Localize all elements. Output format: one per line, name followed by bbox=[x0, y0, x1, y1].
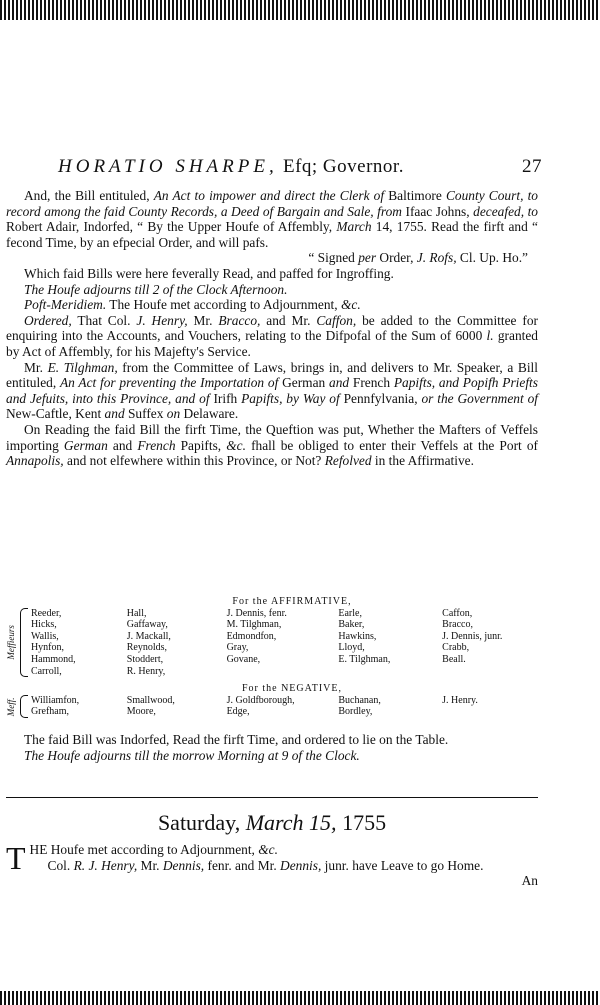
page-number: 27 bbox=[522, 156, 542, 177]
affirmative-column bbox=[127, 608, 227, 678]
division-list bbox=[6, 596, 538, 718]
affirmative-brace bbox=[20, 608, 28, 678]
member-name: J. Dennis, fenr. bbox=[226, 607, 287, 619]
paragraph bbox=[6, 313, 538, 360]
negative-column bbox=[338, 695, 442, 718]
date-year: 1755 bbox=[342, 810, 387, 835]
member-name: Wallis, bbox=[30, 630, 59, 642]
italic-text: per bbox=[358, 250, 377, 266]
roman-text: And, the Bill entituled, bbox=[24, 188, 154, 203]
running-head-title: Efq; Governor. bbox=[282, 156, 404, 177]
italic-text: l. bbox=[486, 328, 494, 344]
italic-text: An Act to impower and direct the Clerk of bbox=[153, 188, 385, 203]
paragraph bbox=[6, 188, 538, 250]
roman-text: Cl. Up. Ho.” bbox=[456, 250, 528, 266]
italic-text: J. Rofs, bbox=[416, 250, 457, 266]
roman-text: fhall be obliged to enter their Veffels at the Port of bbox=[245, 437, 538, 453]
catchword: An bbox=[521, 873, 538, 889]
roman-text: and bbox=[107, 437, 138, 453]
roman-text: Baltimore bbox=[384, 188, 446, 203]
roman-text: On Reading the faid Bill the firft Time, the Queftion was put, Whether the Mafters of Veffels importing bbox=[6, 421, 538, 453]
member-name: Earle, bbox=[338, 607, 362, 619]
scan-top-edge bbox=[0, 0, 600, 26]
roman-text: Pennfylvania, bbox=[339, 390, 422, 406]
negative-column bbox=[127, 695, 227, 718]
italic-text: &c. bbox=[258, 842, 278, 857]
roman-text: Papifts, bbox=[175, 437, 227, 453]
affirmative-column bbox=[442, 608, 538, 678]
italic-text: on bbox=[166, 406, 181, 422]
italic-text: March bbox=[336, 219, 372, 235]
member-name: Hawkins, bbox=[338, 630, 377, 642]
roman-text: Robert Adair, Indorfed, “ By the Upper Houfe of Affembly, bbox=[6, 219, 337, 235]
italic-text: The Houfe adjourns till the morrow Morning at 9 of the Clock. bbox=[24, 747, 360, 763]
italic-text: Ordered, bbox=[24, 312, 72, 328]
italic-text: Papifts, by Way of bbox=[241, 390, 340, 406]
roman-text: German bbox=[278, 375, 329, 391]
roman-text: and Mr. bbox=[260, 312, 317, 328]
paragraph bbox=[6, 360, 538, 422]
member-name: Reynolds, bbox=[126, 642, 168, 654]
paragraph bbox=[6, 266, 538, 282]
final-line-2 bbox=[6, 858, 538, 874]
member-name: Gaffaway, bbox=[126, 619, 168, 631]
roman-text: The faid Bill was Indorfed, Read the firft Time, and ordered to lie on the Table. bbox=[24, 732, 449, 747]
italic-text: &c. bbox=[340, 297, 361, 313]
roman-text: New-Caftle, Kent bbox=[6, 406, 105, 422]
member-name: E. Tilghman, bbox=[338, 653, 391, 665]
member-name: Beall. bbox=[442, 653, 466, 665]
member-name: Lloyd, bbox=[338, 642, 365, 654]
roman-text: be added to the Committee for enquiring into the Accounts, and Vouchers, relating to the Difpofal of the Sum of 6000 bbox=[6, 312, 538, 344]
member-name: Smallwood, bbox=[126, 694, 175, 706]
italic-text: County Court, to record among the faid County Records, a Deed of Bargain and Sale, from bbox=[6, 188, 538, 219]
member-name: Edmondfon, bbox=[226, 630, 277, 642]
after-votes-text bbox=[6, 732, 538, 763]
paragraph bbox=[6, 282, 538, 298]
roman-text: granted by Act of Affembly, for his Majefty's Service. bbox=[6, 328, 538, 359]
date-day: Saturday, bbox=[157, 810, 241, 835]
member-name: M. Tilghman, bbox=[226, 619, 282, 631]
roman-text: and not elfewhere within this Province, or Not? bbox=[63, 453, 325, 469]
signature-line bbox=[6, 250, 538, 266]
roman-text: The Houfe met according to Adjournment, bbox=[106, 297, 341, 313]
italic-text: An Act for preventing the Importation of bbox=[59, 375, 279, 391]
member-name: Stoddert, bbox=[126, 653, 164, 665]
negative-grid bbox=[6, 695, 538, 718]
roman-text: Ifaac Johns, bbox=[401, 203, 474, 219]
roman-text: HE Houfe met according to Adjournment, bbox=[29, 842, 259, 857]
italic-text: Caffon, bbox=[316, 312, 357, 328]
italic-text: Dennis, bbox=[280, 857, 322, 873]
member-name: Reeder, bbox=[30, 607, 62, 619]
body-text bbox=[6, 188, 538, 469]
member-name: J. Goldfborough, bbox=[226, 694, 295, 706]
italic-text: and bbox=[104, 406, 125, 422]
member-name: Caffon, bbox=[442, 607, 473, 619]
roman-text: Mr. bbox=[137, 857, 163, 873]
member-name: Williamfon, bbox=[30, 694, 80, 706]
roman-text: fenr. and Mr. bbox=[204, 857, 281, 873]
italic-text: The Houfe adjourns till 2 of the Clock Afternoon. bbox=[24, 281, 288, 297]
date-month-day: March 15, bbox=[245, 810, 337, 835]
member-name: Carroll, bbox=[30, 665, 62, 677]
roman-text: Mr. bbox=[24, 359, 48, 375]
member-name: Grefham, bbox=[30, 706, 69, 718]
scan-bottom-edge bbox=[0, 991, 600, 1005]
member-name: Hammond, bbox=[30, 653, 76, 665]
affirmative-column bbox=[338, 608, 442, 678]
roman-text: French bbox=[349, 375, 394, 391]
affirmative-column bbox=[31, 608, 127, 678]
roman-text: That Col. bbox=[71, 312, 137, 328]
member-name: Bracco, bbox=[442, 619, 473, 631]
italic-text: Bracco, bbox=[218, 312, 261, 328]
italic-text: or the Government of bbox=[421, 390, 538, 406]
italic-text: Poft-Meridiem. bbox=[24, 297, 107, 313]
affirmative-label: Meffieurs bbox=[6, 625, 16, 660]
member-name: Govane, bbox=[226, 653, 261, 665]
member-name: R. Henry, bbox=[126, 665, 166, 677]
member-name: Hicks, bbox=[30, 619, 57, 631]
roman-text: from the Committee of Laws, brings in, and delivers to Mr. Speaker, a Bill entituled, bbox=[6, 359, 538, 391]
italic-text: French bbox=[137, 437, 176, 453]
roman-text: Mr. bbox=[187, 312, 219, 328]
member-name: Baker, bbox=[338, 619, 365, 631]
italic-text: Papifts, and Popifh Priefts and Jefuits, into this Province, and of bbox=[6, 375, 538, 406]
member-name: Moore, bbox=[126, 706, 156, 718]
roman-text: Delaware. bbox=[180, 406, 239, 422]
italic-text: E. Tilghman, bbox=[47, 359, 118, 375]
final-text bbox=[6, 842, 538, 888]
final-line-1 bbox=[30, 842, 278, 857]
roman-text: Col. bbox=[47, 857, 74, 873]
member-name: Crabb, bbox=[442, 642, 470, 654]
italic-text: Annapolis, bbox=[6, 453, 64, 469]
date-heading bbox=[6, 810, 538, 836]
drop-cap: T bbox=[6, 840, 26, 876]
italic-text: Dennis, bbox=[162, 857, 205, 873]
italic-text: Refolved bbox=[324, 453, 372, 469]
negative-column bbox=[31, 695, 127, 718]
roman-text: Order, bbox=[376, 250, 417, 266]
member-name: Buchanan, bbox=[338, 694, 381, 706]
member-name: J. Dennis, junr. bbox=[442, 630, 503, 642]
roman-text: Suffex bbox=[124, 406, 167, 422]
section-rule bbox=[6, 797, 538, 798]
negative-column bbox=[442, 695, 538, 718]
roman-text: 14, 1755. Read the firft and “ fecond Time, by an efpecial Order, and will pafs. bbox=[6, 219, 538, 250]
member-name: Edge, bbox=[226, 706, 250, 718]
affirmative-column bbox=[227, 608, 339, 678]
negative-column bbox=[227, 695, 339, 718]
member-name: Gray, bbox=[226, 642, 249, 654]
negative-heading: For the NEGATIVE, bbox=[241, 683, 343, 695]
italic-text: &c. bbox=[226, 437, 246, 453]
member-name: Bordley, bbox=[338, 706, 373, 718]
negative-label: Meff. bbox=[6, 696, 16, 716]
roman-text: “ Signed bbox=[308, 250, 359, 266]
member-name: J. Mackall, bbox=[126, 630, 171, 642]
roman-text: Irifh bbox=[209, 390, 242, 406]
italic-text: deceafed, to bbox=[473, 203, 538, 219]
roman-text: junr. have Leave to go Home. bbox=[321, 857, 484, 873]
paragraph bbox=[6, 297, 538, 313]
running-head bbox=[58, 156, 542, 186]
member-name: J. Henry. bbox=[442, 694, 478, 706]
running-head-name: HORATIO SHARPE, bbox=[58, 156, 278, 177]
affirmative-heading: For the AFFIRMATIVE, bbox=[232, 596, 352, 607]
italic-text: R. J. Henry, bbox=[73, 857, 138, 873]
roman-text: Which faid Bills were here feverally Read, and paffed for Ingroffing. bbox=[24, 265, 394, 281]
roman-text: in the Affirmative. bbox=[371, 453, 474, 469]
italic-text: and bbox=[329, 375, 350, 391]
italic-text: German bbox=[63, 437, 108, 453]
paragraph bbox=[6, 422, 538, 469]
paragraph bbox=[6, 732, 538, 748]
member-name: Hynfon, bbox=[30, 642, 65, 654]
member-name: Hall, bbox=[126, 607, 147, 619]
paragraph bbox=[6, 748, 538, 764]
affirmative-grid bbox=[6, 608, 538, 678]
italic-text: J. Henry, bbox=[136, 312, 188, 328]
negative-brace bbox=[20, 695, 28, 718]
